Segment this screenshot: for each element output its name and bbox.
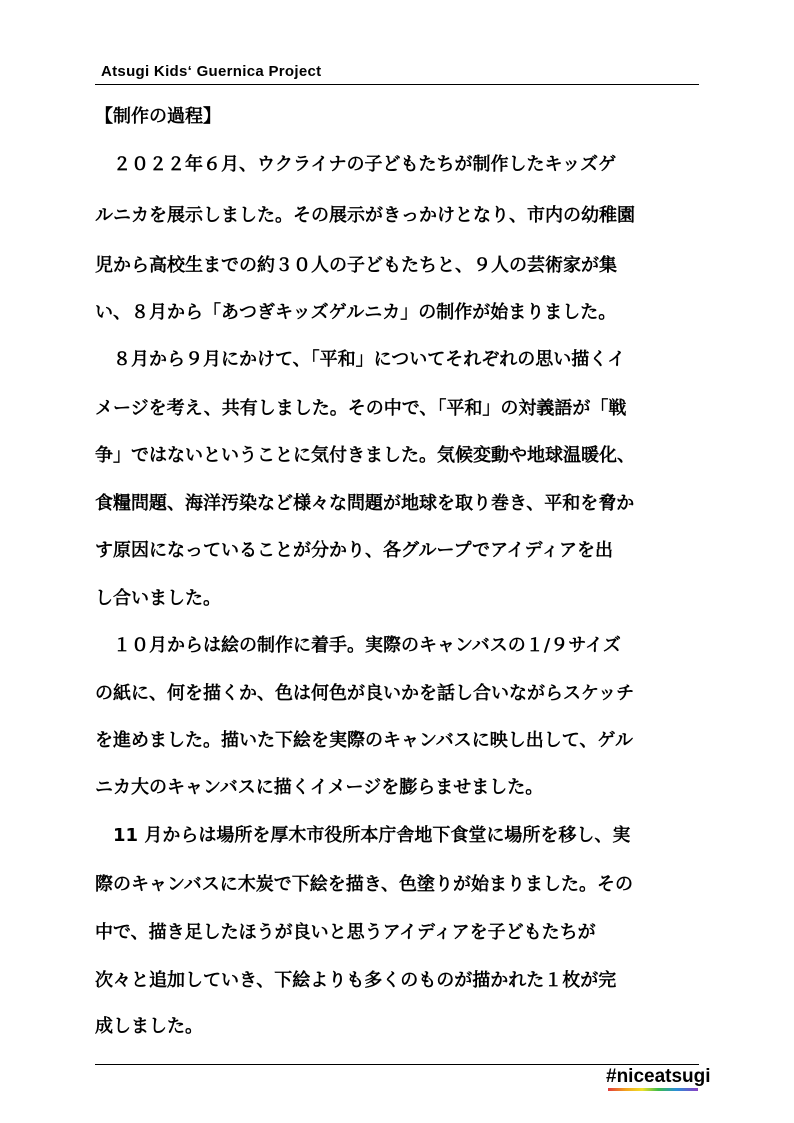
- body-line: し合いました。: [95, 588, 221, 609]
- body-line: 際のキャンバスに木炭で下絵を描き、色塗りが始まりました。その: [95, 874, 634, 895]
- header-divider: [95, 84, 699, 85]
- body-line: ２０２２年６月、ウクライナの子どもたちが制作したキッズゲ: [95, 154, 617, 175]
- body-line: す原因になっていることが分かり、各グループでアイディアを出: [95, 540, 614, 561]
- body-line: い、８月から「あつぎキッズゲルニカ」の制作が始まりました。: [95, 302, 617, 323]
- body-line: ８月から９月にかけて、「平和」についてそれぞれの思い描くイ: [95, 349, 626, 370]
- body-line: ルニカを展示しました。その展示がきっかけとなり、市内の幼稚園: [95, 205, 635, 226]
- body-line: 成しました。: [95, 1016, 203, 1037]
- body-line: 次々と追加していき、下絵よりも多くのものが描かれた１枚が完: [95, 970, 617, 991]
- footer-divider: [95, 1064, 699, 1065]
- body-line: の紙に、何を描くか、色は何色が良いかを話し合いながらスケッチ: [95, 683, 635, 704]
- body-line: を進めました。描いた下絵を実際のキャンバスに映し出して、ゲル: [95, 730, 634, 751]
- body-line: 児から高校生までの約３０人の子どもたちと、９人の芸術家が集: [95, 255, 617, 276]
- body-line: ニカ大のキャンバスに描くイメージを膨らませました。: [95, 777, 544, 798]
- hashtag-logo-underline: [608, 1088, 698, 1091]
- body-line: 争」ではないということに気付きました。気候変動や地球温暖化、: [95, 445, 635, 466]
- document-header-title: Atsugi Kids‘ Guernica Project: [101, 63, 322, 80]
- body-line: 11 月からは場所を厚木市役所本庁舎地下食堂に場所を移し、実: [95, 825, 631, 846]
- body-line: 中で、描き足したほうが良いと思うアイディアを子どもたちが: [95, 922, 596, 943]
- body-line: 食糧問題、海洋汚染など様々な問題が地球を取り巻き、平和を脅か: [95, 493, 635, 514]
- hashtag-logo: #niceatsugi: [606, 1066, 711, 1087]
- section-heading: 【制作の過程】: [95, 106, 221, 127]
- body-line: メージを考え、共有しました。その中で、「平和」の対義語が「戦: [95, 398, 627, 419]
- body-line: １０月からは絵の制作に着手。実際のキャンバスの１/９サイズ: [95, 635, 621, 656]
